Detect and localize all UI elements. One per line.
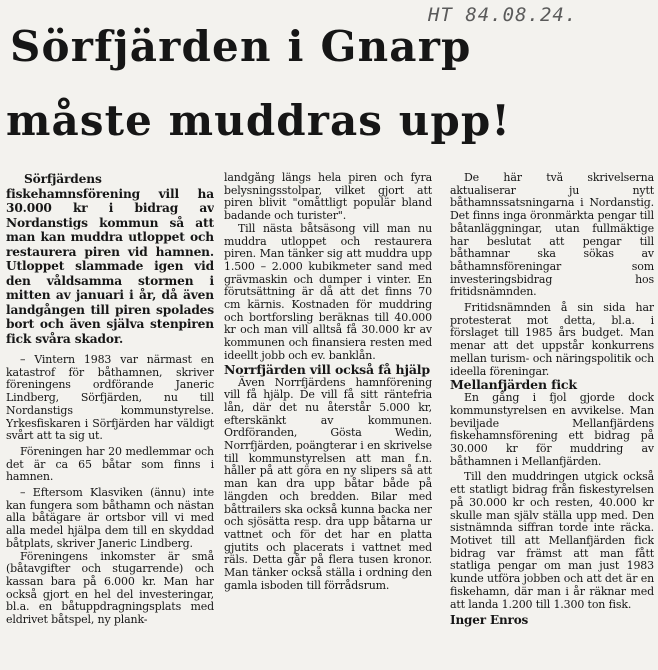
byline: Inger Enros <box>450 613 529 628</box>
body-paragraph: – Eftersom Klasviken (ännu) inte kan fungera som båthamn och nästan alla båtägare är ortsbor vill vi med alla medel hjälpa dem till en skyddad båtplats, skriver Janeric Lindberg. <box>6 486 214 550</box>
body-paragraph: Fritidsnämnden å sin sida har protesterat mot detta, bl.a. i förslaget till 1985 års budget. Man menar att det uppstår konkurrens mellan turism- och näringspolitik och ideella föreningar. <box>450 301 654 378</box>
article-column-1 <box>6 172 214 670</box>
body-paragraph: Även Norrfjärdens hamnförening vill få hjälp. De vill få sitt räntefria lån, där det nu återstår 5.000 kr, efterskänkt av kommunen. Ordföranden, Gösta Wedin, Norrfjärden, poängterar i en skrivelse till kommunstyrelsen att man f.n. håller på att göra en ny slipers så att man kan dra upp båtar både på längden och bredden. Bilar med båttrailers ska också kunna backa ner och sjösätta resp. dra upp båtarna ur vattnet och för det har en platta gjutits och placerats i vattnet med räls. Detta går på flera tusen kronor. Man tänker också ställa i ordning den gamla isboden till förrådsrum. <box>224 375 432 592</box>
body-paragraph: Till den muddringen utgick också ett statligt bidrag från fiskestyrelsen på 30.000 kr och resten, 40.000 kr skulle man själv ställa upp med. Den sistnämnda siffran torde inte räcka. Motivet till att Mellanfjärden fick bidrag var främst att man fått statliga pengar om man just 1983 kunde utföra jobben och att det är en fiskehamn, där man i år räknar med att landa 1.200 till 1.300 ton fisk. <box>450 470 654 611</box>
lead-paragraph: Sörfjärdens fiskehamnsförening vill ha 30.000 kr i bidrag av Nordanstigs kommun så att man kan muddra utloppet och restaurera piren vid hamnen. Utloppet slammade igen vid den våldsamma stormen i mitten av januari i år, då även landgången till piren spolades bort och även själva stenpiren fick svåra skador. <box>6 172 214 346</box>
subheading: Norrfjärden vill också få hjälp <box>224 361 430 377</box>
body-paragraph: landgång längs hela piren och fyra belysningsstolpar, vilket gjort att piren blivit "omåttligt populär bland badande och turister". <box>224 172 432 223</box>
body-paragraph: Till nästa båtsäsong vill man nu muddra utloppet och restaurera piren. Man tänker sig att muddra upp 1.500 – 2.000 kubikmeter sand med grävmaskin och dumper i vinter. En förutsättning är då att det finns 70 cm kärnis. Kostnaden för muddring och bortforsling beräknas till 40.000 kr och man vill alltså få 30.000 kr av kommunen och finansiera resten med ideellt jobb och ev. banklån. <box>224 221 432 362</box>
body-paragraph: Föreningens inkomster är små (båtavgifter och stugarrende) och kassan bara på 6.000 kr. Man har också gjort en hel del investeringar, bl.a. en båtuppdragningsplats med eldrivet båtspel, ny plank- <box>6 549 214 627</box>
body-paragraph: En gång i fjol gjorde dock kommunstyrelsen en avvikelse. Man beviljade Mellanfjärdens fiskehamnsförening ett bidrag på 30.000 kr för muddring av båthamnen i Mellanfjärden. <box>450 391 654 468</box>
article-column-3 <box>450 172 654 670</box>
body-paragraph: Föreningen har 20 medlemmar och det är ca 65 båtar som finns i hamnen. <box>6 444 214 484</box>
subheading: Mellanfjärden fick <box>450 377 577 393</box>
headline-line-2: måste muddras upp! <box>6 96 511 145</box>
body-paragraph: – Vintern 1983 var närmast en katastrof för båthamnen, skriver föreningens ordförande Janeric Lindberg, Sörfjärden, nu till Nordanstigs kommunstyrelse. Yrkesfiskaren i Sörfjärden har väldigt svårt att ta sig ut. <box>6 353 214 443</box>
headline-line-1: Sörfjärden i Gnarp <box>10 22 472 71</box>
handwritten-date-note: HT 84.08.24. <box>428 4 578 26</box>
body-paragraph: De här två skrivelserna aktualiserar ju nytt båthamnssatsningarna i Nordanstig. Det finns inga öronmärkta pengar till båtanläggningar, utan fullmäktige har beslutat att pengar till båthamnar ska sökas av båthamnsföreningar som investeringsbidrag hos fritidsnämnden. <box>450 172 654 299</box>
article-column-2 <box>224 172 432 670</box>
